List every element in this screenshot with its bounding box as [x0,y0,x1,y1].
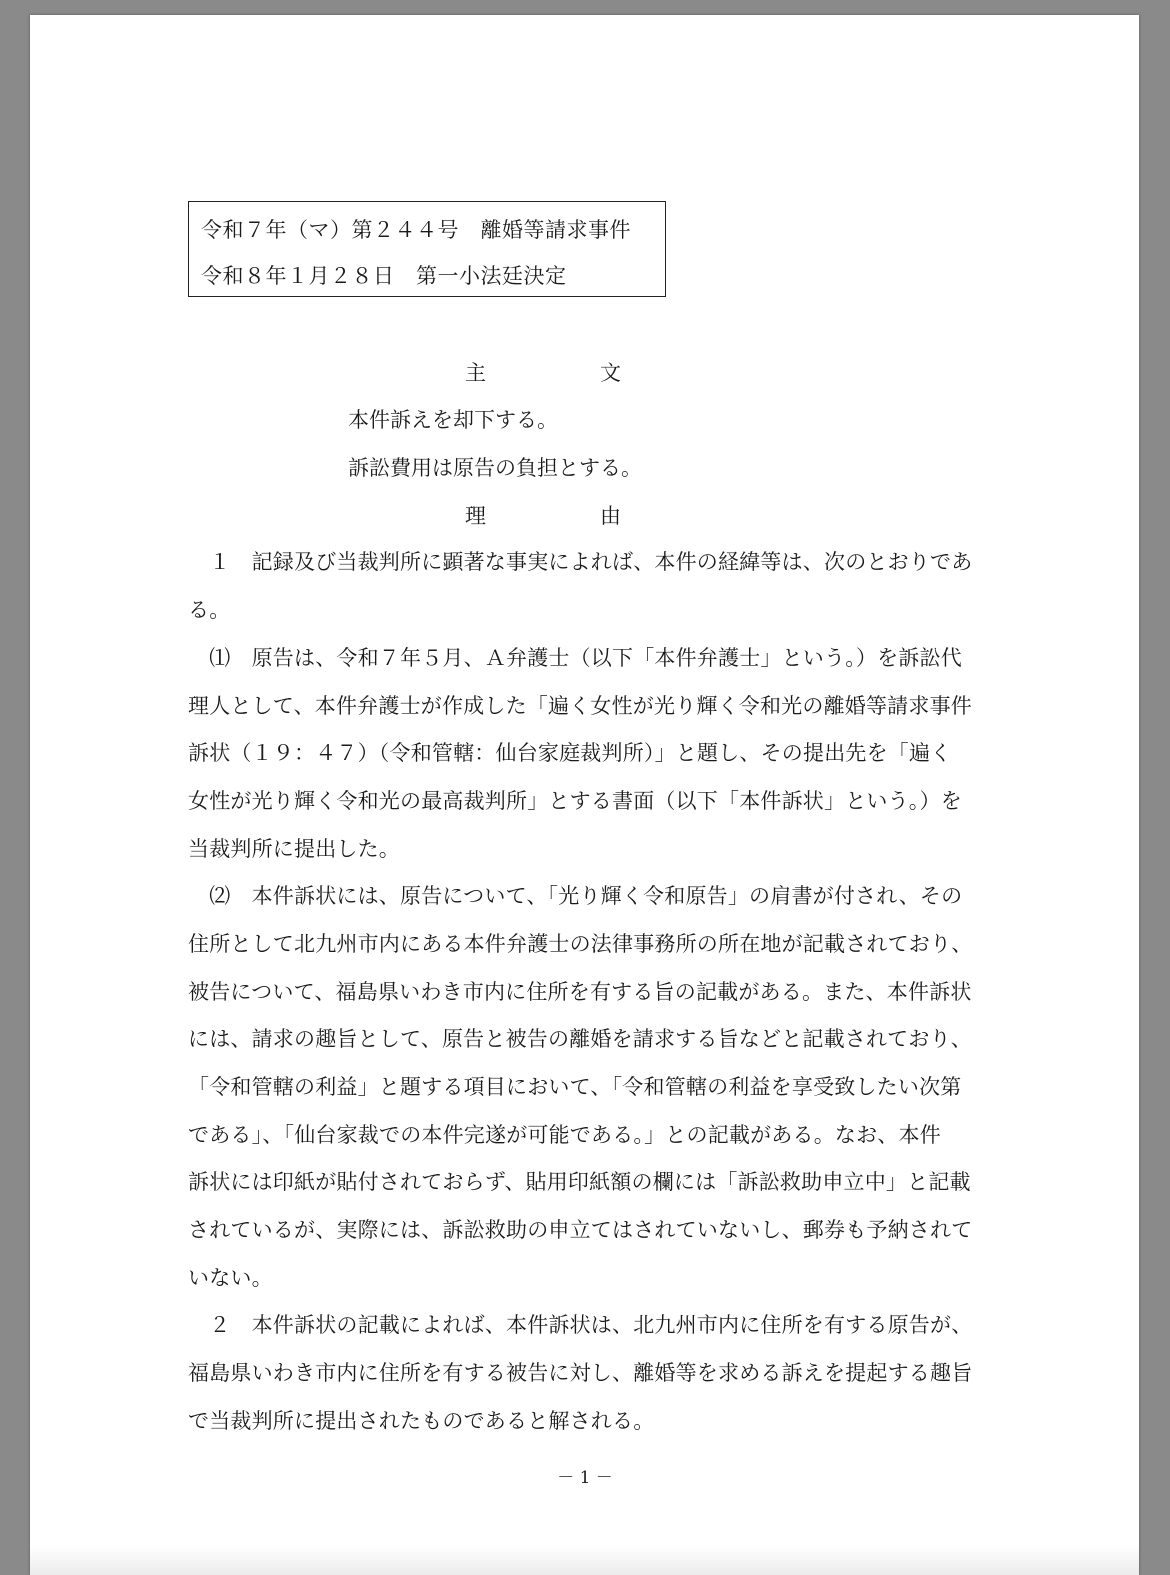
body-line: 女性が光り輝く令和光の最高裁判所」とする書面（以下「本件訴状」という。）を [188,789,962,813]
body-line: １ 記録及び当裁判所に顕著な事実によれば、本件の経緯等は、次のとおりであ [188,550,973,574]
body-line: 理人として、本件弁護士が作成した「遍く女性が光り輝く令和光の離婚等請求事件 [188,694,972,718]
main-text-item: 訴訟費用は原告の負担とする。 [348,456,642,480]
page-bottom-shadow [30,1545,1139,1575]
body-line: 訴状（１９：４７）（令和管轄：仙台家庭裁判所）」と題し、その提出先を「遍く [188,741,952,765]
document-page [30,15,1139,1575]
page-number: － 1 － [557,1468,613,1488]
reasons-heading-right: 由 [600,504,621,528]
body-line: ２ 本件訴状の記載によれば、本件訴状は、北九州市内に住所を有する原告が、 [188,1313,973,1337]
body-line: 「令和管轄の利益」と題する項目において、「令和管轄の利益を享受致したい次第 [188,1075,962,1099]
body-line: る。 [188,598,231,622]
body-line: 訴状には印紙が貼付されておらず、貼用印紙額の欄には「訴訟救助申立中」と記載 [188,1170,971,1194]
body-line: 福島県いわき市内に住所を有する被告に対し、離婚等を求める訴えを提起する趣旨 [188,1361,973,1385]
main-text-item: 本件訴えを却下する。 [348,408,558,432]
reasons-heading-left: 理 [465,504,486,528]
body-line: 住所として北九州市内にある本件弁護士の法律事務所の所在地が記載されており、 [188,932,973,956]
body-line: ⑴ 原告は、令和７年５月、Ａ弁護士（以下「本件弁護士」という。）を訴訟代 [188,646,962,670]
body-line: いない。 [188,1266,273,1290]
body-line: で当裁判所に提出されたものであると解される。 [188,1409,655,1433]
decision-date-line: 令和８年１月２８日 第一小法廷決定 [201,264,567,288]
case-number-line: 令和７年（マ）第２４４号 離婚等請求事件 [201,218,631,242]
body-line: 当裁判所に提出した。 [188,837,400,861]
main-text-heading-right: 文 [600,361,621,385]
body-line: 被告について、福島県いわき市内に住所を有する旨の記載がある。また、本件訴状 [188,980,972,1004]
body-line: されているが、実際には、訴訟救助の申立てはされていないし、郵券も予納されて [188,1218,973,1242]
body-line: ⑵ 本件訴状には、原告について、「光り輝く令和原告」の肩書が付され、その [188,884,963,908]
case-info-box [188,201,666,297]
body-line: である」、「仙台家裁での本件完遂が可能である。」との記載がある。なお、本件 [188,1123,941,1147]
body-line: には、請求の趣旨として、原告と被告の離婚を請求する旨などと記載されており、 [188,1027,972,1051]
main-text-heading-left: 主 [465,361,486,385]
